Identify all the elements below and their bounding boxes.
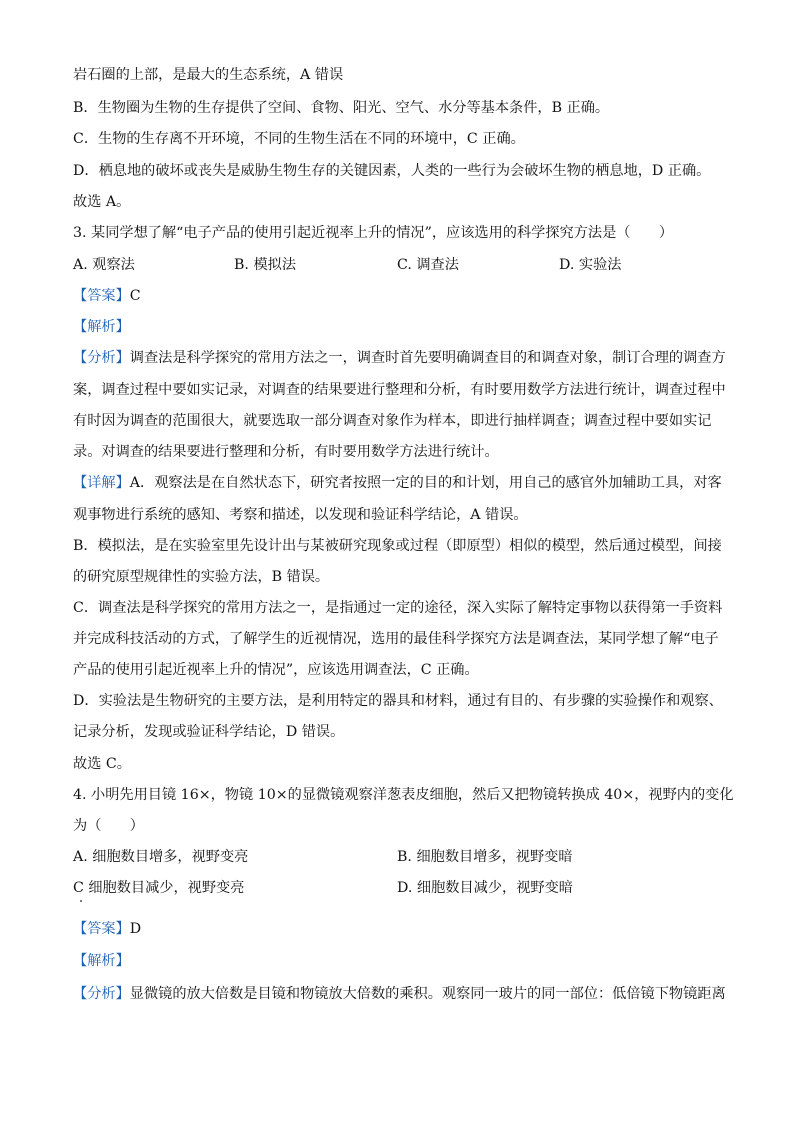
answer-tag: 【答案】 bbox=[73, 921, 130, 937]
option-d: D. 细胞数目减少，视野变暗 bbox=[397, 880, 573, 896]
fenxi-line: 有时因为调查的范围很大，就要选取一部分调查对象作为样本，即进行抽样调查；调查过程中要如实记 bbox=[73, 413, 712, 429]
option-a: A. 观察法 bbox=[73, 257, 135, 273]
fenxi-tag: 【分析】 bbox=[73, 350, 130, 366]
analysis-heading bbox=[73, 317, 130, 337]
option-b: B. 细胞数目增多，视野变暗 bbox=[397, 849, 573, 865]
question-4-stem-cont: 为（ ） bbox=[73, 818, 144, 834]
xiangjie-line: 故选 C。 bbox=[73, 756, 131, 772]
fenxi-line bbox=[73, 348, 726, 368]
analysis-tag: 【解析】 bbox=[73, 319, 130, 335]
fenxi-line: 录。对调查的结果要进行整理和分析，有时要用数学方法进行统计。 bbox=[73, 444, 499, 460]
stray-dot bbox=[80, 900, 82, 902]
fenxi-text: 调查法是科学探究的常用方法之一，调查时首先要明确调查目的和调查对象，制订合理的调查方 bbox=[129, 350, 726, 366]
option-b: B. 模拟法 bbox=[234, 257, 297, 273]
xiangjie-line: 的研究原型规律性的实验方法，B 错误。 bbox=[73, 569, 330, 585]
option-a: A. 细胞数目增多，视野变亮 bbox=[73, 849, 249, 865]
answer-value: C bbox=[129, 288, 141, 304]
fenxi-text: 显微镜的放大倍数是目镜和物镜放大倍数的乘积。观察同一玻片的同一部位：低倍镜下物镜距离 bbox=[129, 986, 726, 1002]
text-line: B．生物圈为生物的生存提供了空间、食物、阳光、空气、水分等基本条件，B 正确。 bbox=[73, 100, 610, 116]
text-line: D．栖息地的破坏或丧失是威胁生物生存的关键因素，人类的一些行为会破坏生物的栖息地，D 正确。 bbox=[73, 163, 711, 179]
analysis-tag: 【解析】 bbox=[73, 953, 130, 969]
question-4-stem: 4. 小明先用目镜 16×，物镜 10×的显微镜观察洋葱表皮细胞，然后又把物镜转换成 40×，视野内的变化 bbox=[73, 787, 734, 803]
xiangjie-tag: 【详解】 bbox=[73, 475, 130, 491]
xiangjie-line: B．模拟法，是在实验室里先设计出与某被研究现象或过程（即原型）相似的模型，然后通过模型，间接 bbox=[73, 538, 722, 554]
fenxi-line bbox=[73, 984, 726, 1004]
xiangjie-text: A．观察法是在自然状态下，研究者按照一定的目的和计划，用自己的感官外加辅助工具，对客 bbox=[129, 475, 722, 491]
answer-line bbox=[73, 919, 141, 939]
xiangjie-line: 记录分析，发现或验证科学结论，D 错误。 bbox=[73, 724, 345, 740]
xiangjie-line bbox=[73, 473, 722, 493]
question-3-stem: 3. 某同学想了解“电子产品的使用引起近视率上升的情况”，应该选用的科学探究方法是（ ） bbox=[73, 225, 674, 241]
text-line: 故选 A。 bbox=[73, 194, 131, 210]
xiangjie-line: D．实验法是生物研究的主要方法，是利用特定的器具和材料，通过有目的、有步骤的实验操作和观察、 bbox=[73, 693, 723, 709]
xiangjie-line: 产品的使用引起近视率上升的情况”，应该选用调查法，C 正确。 bbox=[73, 662, 479, 678]
answer-value: D bbox=[129, 921, 142, 937]
analysis-heading bbox=[73, 951, 130, 971]
text-line: C．生物的生存离不开环境，不同的生物生活在不同的环境中，C 正确。 bbox=[73, 131, 525, 147]
fenxi-tag: 【分析】 bbox=[73, 986, 130, 1002]
fenxi-line: 案，调查过程中要如实记录，对调查的结果要进行整理和分析，有时要用数学方法进行统计，调查过程中 bbox=[73, 382, 726, 398]
text-line: 岩石圈的上部，是最大的生态系统，A 错误 bbox=[73, 67, 344, 83]
xiangjie-line: 观事物进行系统的感知、考察和描述，以发现和验证科学结论，A 错误。 bbox=[73, 507, 528, 523]
option-c: C 细胞数目减少，视野变亮 bbox=[73, 880, 245, 896]
xiangjie-line: 并完成科技活动的方式，了解学生的近视情况，选用的最佳科学探究方法是调查法，某同学想了解“电子 bbox=[73, 631, 719, 647]
option-c: C. 调查法 bbox=[397, 257, 459, 273]
answer-tag: 【答案】 bbox=[73, 288, 130, 304]
xiangjie-line: C．调查法是科学探究的常用方法之一，是指通过一定的途径，深入实际了解特定事物以获得第一手资料 bbox=[73, 600, 723, 616]
option-d: D. 实验法 bbox=[559, 257, 622, 273]
answer-line bbox=[73, 286, 141, 306]
